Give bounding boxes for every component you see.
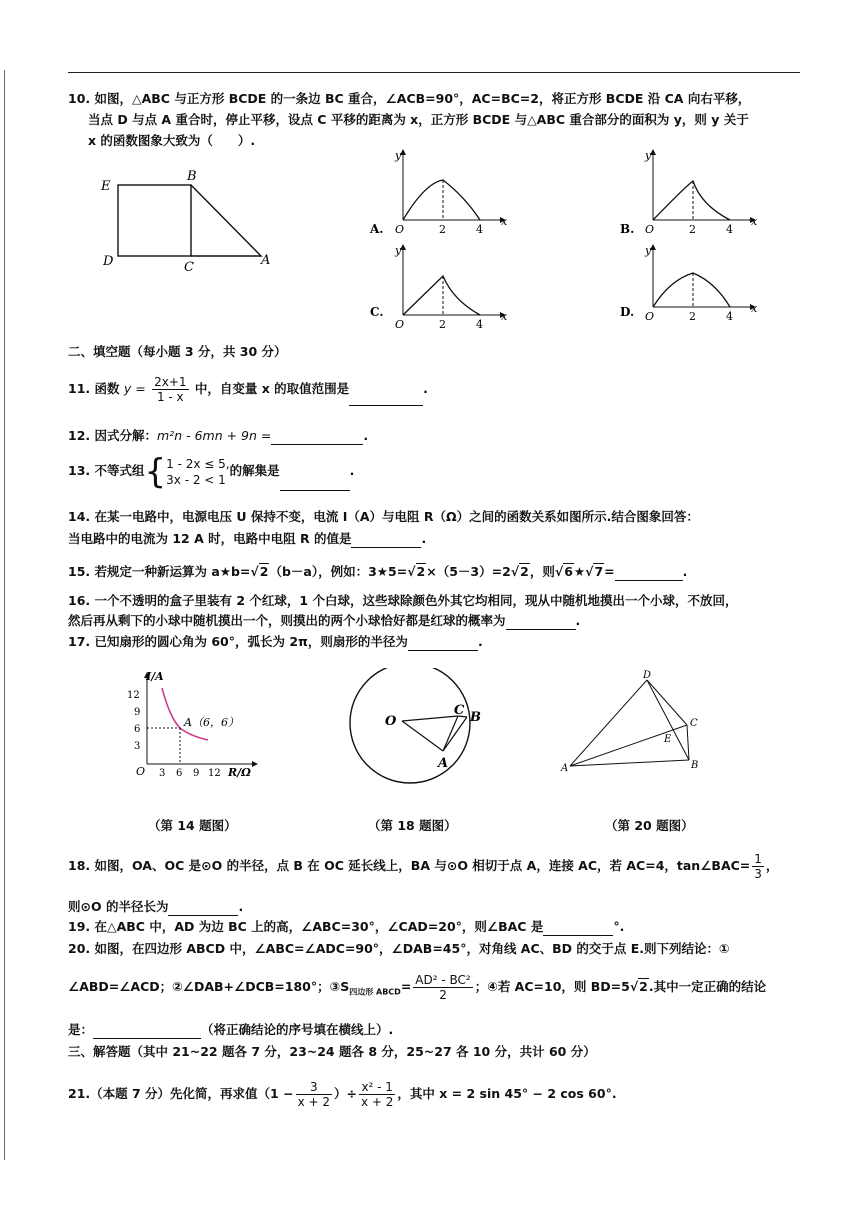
- q18-line2: 则⊙O 的半径长为 .: [68, 899, 244, 914]
- svg-text:3: 3: [134, 741, 141, 752]
- svg-text:C: C: [454, 703, 465, 718]
- svg-text:4: 4: [476, 223, 483, 236]
- svg-text:C: C: [690, 718, 698, 729]
- q19-answer-blank: [543, 921, 613, 936]
- q10-line1: 10. 如图，△ABC 与正方形 BCDE 的一条边 BC 重合，∠ACB=90°，AC=BC=2，将正方形 BCDE 沿 CA 向右平移，: [68, 91, 751, 106]
- svg-text:12: 12: [208, 768, 221, 779]
- triangle-abc: [191, 185, 261, 256]
- svg-text:x: x: [501, 310, 508, 323]
- section-3-heading: 三、解答题（其中 21~22 题各 7 分，23~24 题各 8 分，25~27 各 10 分，共计 60 分）: [68, 1044, 596, 1059]
- option-d-graph: [615, 240, 760, 335]
- section-2-heading: 二、填空题（每小题 3 分，共 30 分）: [68, 344, 287, 359]
- svg-text:O: O: [395, 223, 405, 236]
- q17-answer-blank: [408, 636, 478, 651]
- q21-fraction-1: $\frac{3}{x + 2}$: [297, 1080, 330, 1109]
- svg-text:O: O: [645, 223, 655, 236]
- q13-line: 13. 不等式组{1 - 2x ≤ 5, 3x - 2 < 1的解集是 .: [68, 451, 355, 492]
- q19-line: 19. 在△ABC 中，AD 为边 BC 上的高，∠ABC=30°，∠CAD=20°，则∠BAC 是 °.: [68, 919, 625, 934]
- q13-answer-blank: [280, 476, 350, 491]
- q10-figure: [95, 165, 285, 275]
- svg-text:O: O: [136, 765, 146, 778]
- q11-line: 11. 函数 y = $\frac{2x+1}{1 - x}$ 中，自变量 x 的取值范围是 .: [68, 375, 428, 404]
- left-edge-line: [4, 70, 5, 1160]
- q12-answer-blank: [271, 430, 363, 445]
- q20-line2: ∠ABD=∠ACD；②∠DAB+∠DCB=180°；$③S_{四边形 ABCD}=$ $\frac{\text{AD² - BC²}}{2}$ ；④若 AC=10，则 BD=5√2.其中一定正确的结论: [68, 973, 767, 1002]
- svg-text:2: 2: [439, 318, 446, 331]
- caption-fig-18: （第 18 题图）: [368, 818, 457, 833]
- svg-text:O: O: [395, 318, 405, 331]
- q12-line: 12. 因式分解：m²n - 6mn + 9n = .: [68, 428, 369, 443]
- svg-text:4: 4: [476, 318, 483, 331]
- svg-text:9: 9: [193, 768, 200, 779]
- option-c-label: C.: [370, 305, 384, 319]
- svg-text:O: O: [645, 310, 655, 323]
- svg-text:4: 4: [726, 310, 733, 323]
- svg-text:y: y: [395, 149, 402, 162]
- svg-text:x: x: [501, 215, 508, 228]
- option-c-graph: [365, 240, 510, 335]
- point-a-label: A（6，6）: [184, 716, 239, 729]
- svg-text:R/Ω: R/Ω: [228, 766, 251, 779]
- svg-text:2: 2: [689, 223, 696, 236]
- q16-answer-blank: [506, 615, 576, 630]
- svg-text:9: 9: [134, 707, 141, 718]
- svg-text:E: E: [664, 734, 672, 745]
- q17-line: 17. 已知扇形的圆心角为 60°，弧长为 2π，则扇形的半径为 .: [68, 634, 483, 649]
- svg-text:6: 6: [176, 768, 183, 779]
- square-bcde: [118, 185, 191, 256]
- option-b-graph: [615, 145, 760, 240]
- q15-line: 15. 若规定一种新运算为 a★b=√2（b－a），例如：3★5=√2×（5－3）=2√2，则√6★√7= .: [68, 564, 688, 579]
- svg-text:y: y: [395, 244, 402, 257]
- top-rule: [68, 72, 800, 73]
- option-d-label: D.: [620, 305, 635, 319]
- caption-fig-20: （第 20 题图）: [605, 818, 694, 833]
- figure-14-graph: [112, 668, 272, 783]
- svg-text:A: A: [438, 756, 449, 771]
- q20-fraction: $\frac{\text{AD² - BC²}}{2}$: [415, 973, 471, 1002]
- option-a-label: A.: [370, 222, 384, 236]
- q21-line: 21.（本题 7 分）先化简，再求值（1 − $\frac{3}{x + 2}$ ）÷ $\frac{\text{x² - 1}}{x + 2}$ ，其中 x = 2 sin 45° − 2 cos 60°.: [68, 1080, 617, 1109]
- svg-text:y: y: [645, 149, 652, 162]
- q20-line1: 20. 如图，在四边形 ABCD 中，∠ABC=∠ADC=90°，∠DAB=45°，对角线 AC、BD 的交于点 E.则下列结论：①: [68, 941, 730, 956]
- svg-text:x: x: [751, 215, 758, 228]
- q21-fraction-2: $\frac{\text{x² - 1}}{x + 2}$: [360, 1080, 394, 1109]
- option-a-graph: [365, 145, 510, 240]
- caption-fig-14: （第 14 题图）: [148, 818, 237, 833]
- svg-text:O: O: [385, 714, 397, 729]
- q14-line1: 14. 在某一电路中，电源电压 U 保持不变，电流 I（A）与电阻 R（Ω）之间的函数关系如图所示.结合图象回答：: [68, 509, 699, 524]
- q14-line2: 当电路中的电流为 12 A 时，电路中电阻 R 的值是 .: [68, 531, 427, 546]
- svg-text:B: B: [470, 710, 481, 725]
- q10-line3: x 的函数图象大致为（ ）.: [88, 133, 256, 148]
- svg-text:2: 2: [439, 223, 446, 236]
- q11-answer-blank: [349, 391, 423, 406]
- svg-text:y: y: [645, 244, 652, 257]
- svg-text:A: A: [561, 763, 569, 774]
- q11-fraction: $\frac{2x+1}{1 - x}$: [154, 375, 187, 404]
- svg-text:4: 4: [726, 223, 733, 236]
- q20-line3: 是： （将正确结论的序号填在横线上）.: [68, 1022, 394, 1037]
- figure-18-circle: [340, 668, 500, 793]
- option-b-label: B.: [620, 222, 635, 236]
- q18-line1: 18. 如图，OA、OC 是⊙O 的半径，点 B 在 OC 延长线上，BA 与⊙O 相切于点 A，连接 AC，若 AC=4，tan∠BAC= $\frac{1}{3}$ ，: [68, 852, 779, 881]
- svg-text:x: x: [751, 302, 758, 315]
- q15-answer-blank: [615, 566, 683, 581]
- svg-text:2: 2: [689, 310, 696, 323]
- label-C: C: [184, 260, 194, 275]
- svg-text:D: D: [643, 670, 652, 681]
- q18-answer-blank: [168, 901, 238, 916]
- q20-answer-blank: [93, 1024, 201, 1039]
- label-D: D: [103, 254, 114, 269]
- svg-text:3: 3: [159, 768, 166, 779]
- label-A: A: [261, 253, 271, 268]
- figure-20-quadrilateral: [555, 668, 715, 783]
- q18-fraction: $\frac{1}{3}$: [754, 852, 762, 881]
- q16-line1: 16. 一个不透明的盒子里装有 2 个红球，1 个白球，这些球除颜色外其它均相同，现从中随机地摸出一个小球，不放回，: [68, 593, 738, 608]
- q14-answer-blank: [351, 533, 421, 548]
- q16-line2: 然后再从剩下的小球中随机摸出一个，则摸出的两个小球恰好都是红球的概率为 .: [68, 613, 581, 628]
- label-E: E: [101, 179, 111, 194]
- svg-text:6: 6: [134, 724, 141, 735]
- label-B: B: [187, 169, 197, 184]
- q10-line2: 当点 D 与点 A 重合时，停止平移，设点 C 平移的距离为 x，正方形 BCDE 与△ABC 重合部分的面积为 y，则 y 关于: [88, 112, 749, 127]
- svg-text:I/A: I/A: [146, 670, 164, 683]
- svg-text:B: B: [691, 760, 699, 771]
- svg-text:12: 12: [127, 690, 140, 701]
